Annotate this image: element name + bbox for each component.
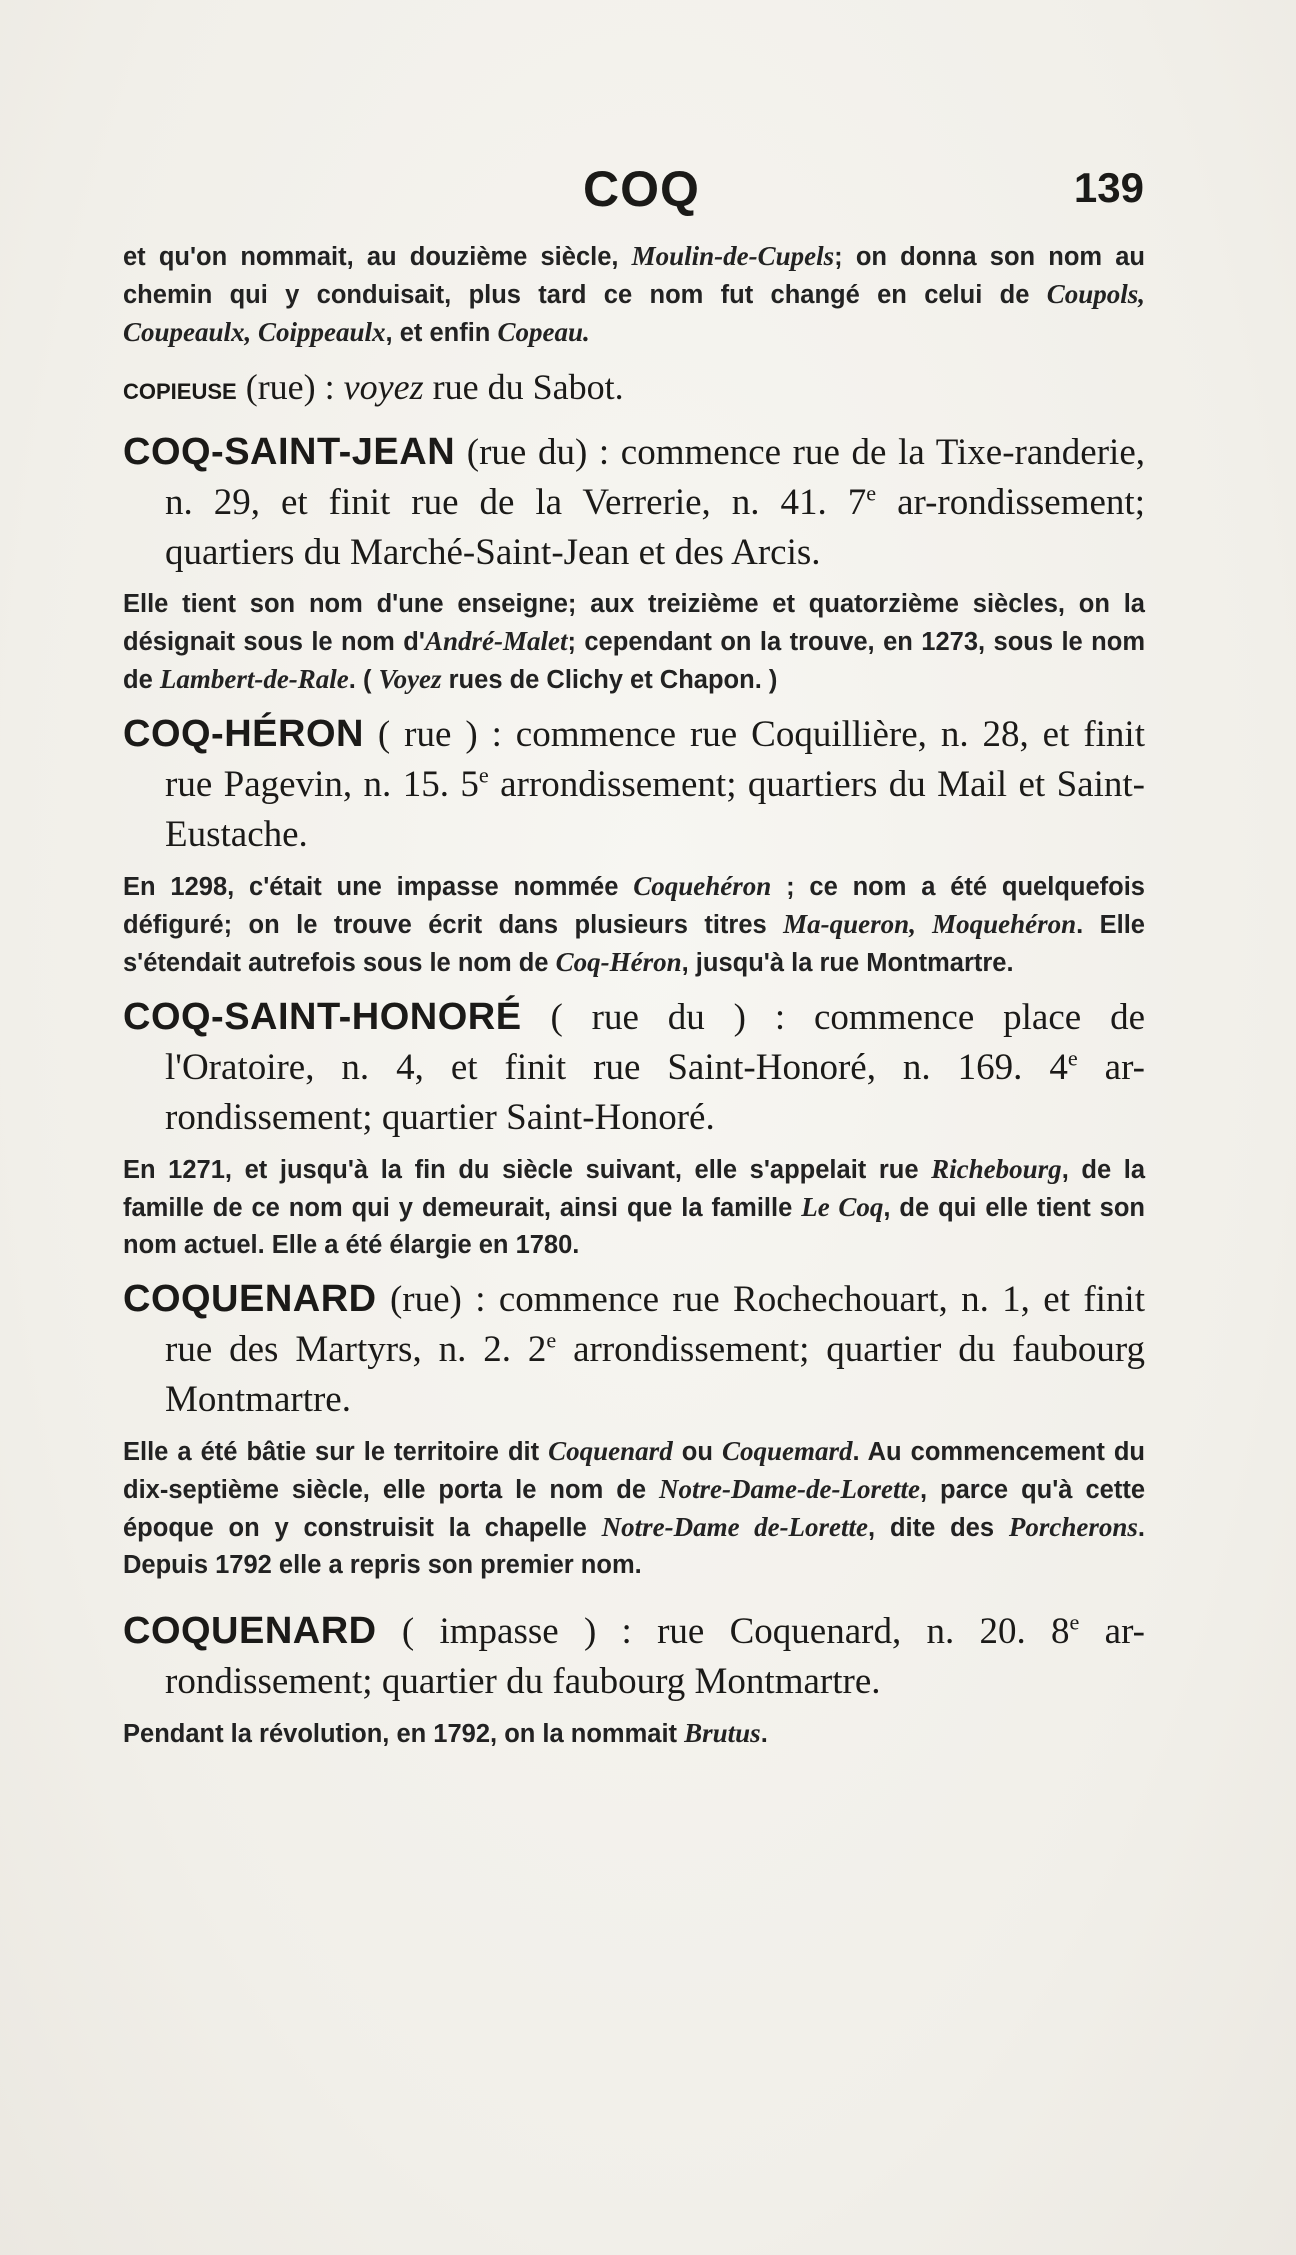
headword: COQUENARD xyxy=(123,1278,377,1320)
note-coquenard-rue: Elle a été bâtie sur le territoire dit Coquenard ou Coquemard. Au commencement du dix-septième siècle, elle porta le nom de Notre-Dame-de-Lorette, parce qu'à cette époque on y construisit la chapelle Notre-Dame de-Lorette, dite des Porcherons. Depuis 1792 elle a repris son premier nom. xyxy=(123,1436,1146,1579)
note-coq-heron: En 1298, c'était une impasse nommée Coquehéron ; ce nom a été quelquefois défiguré; on le trouve écrit dans plusieurs titres Ma-queron, Moquehéron. Elle s'étendait autrefois sous le nom de Coq-Héron, jusqu'à la rue Montmartre. xyxy=(123,871,1145,977)
running-head: COQ xyxy=(583,161,700,217)
headword: COQUENARD xyxy=(123,1610,377,1652)
entry-copieuse: COPIEUSE (rue) : voyez rue du Sabot. xyxy=(123,367,624,407)
entry-coquenard-rue: COQUENARD (rue) : commence rue Rochechouart, n. 1, et finit rue des Martyrs, n. 2. 2e arrondissement; quartier du faubourg Montmartre. xyxy=(123,1278,1145,1420)
entry-coq-heron: COQ-HÉRON ( rue ) : commence rue Coquillière, n. 28, et finit rue Pagevin, n. 15. 5e arrondissement; quartiers du Mail et Saint-Eustache. xyxy=(123,713,1145,855)
page-header xyxy=(0,160,1296,230)
headword: COQ-SAINT-HONORÉ xyxy=(123,996,522,1038)
note-coq-saint-honore: En 1271, et jusqu'à la fin du siècle suivant, elle s'appelait rue Richebourg, de la famille de ce nom qui y demeurait, ainsi que la famille Le Coq, de qui elle tient son nom actuel. Elle a été élargie en 1780. xyxy=(123,1154,1145,1259)
page-body xyxy=(123,238,1145,1761)
entry-coq-saint-jean: COQ-SAINT-JEAN (rue du) : commence rue de la Tixe-randerie, n. 29, et finit rue de la Verrerie, n. 41. 7e ar-rondissement; quartiers du Marché-Saint-Jean et des Arcis. xyxy=(123,431,1145,573)
page-number: 139 xyxy=(1073,164,1144,211)
headword: COQ-HÉRON xyxy=(123,713,364,755)
intro-note: et qu'on nommait, au douzième siècle, Moulin-de-Cupels; on donna son nom au chemin qui y conduisait, plus tard ce nom fut changé en celui de Coupols, Coupeaulx, Coippeaulx, et enfin Copeau. xyxy=(123,241,1145,347)
note-coquenard-impasse: Pendant la révolution, en 1792, on la nommait Brutus. xyxy=(123,1718,768,1748)
entry-coq-saint-honore: COQ-SAINT-HONORÉ ( rue du ) : commence place de l'Oratoire, n. 4, et finit rue Saint-Honoré, n. 169. 4e ar-rondissement; quartier Saint-Honoré. xyxy=(123,996,1145,1138)
entry-coquenard-impasse: COQUENARD ( impasse ) : rue Coquenard, n. 20. 8e ar-rondissement; quartier du faubourg Montmartre. xyxy=(123,1609,1146,1702)
note-coq-saint-jean: Elle tient son nom d'une enseigne; aux treizième et quatorzième siècles, on la désignait sous le nom d'André-Malet; cependant on la trouve, en 1273, sous le nom de Lambert-de-Rale. ( Voyez rues de Clichy et Chapon. ) xyxy=(123,590,1145,694)
headword: COPIEUSE xyxy=(123,379,237,404)
headword: COQ-SAINT-JEAN xyxy=(123,431,456,473)
